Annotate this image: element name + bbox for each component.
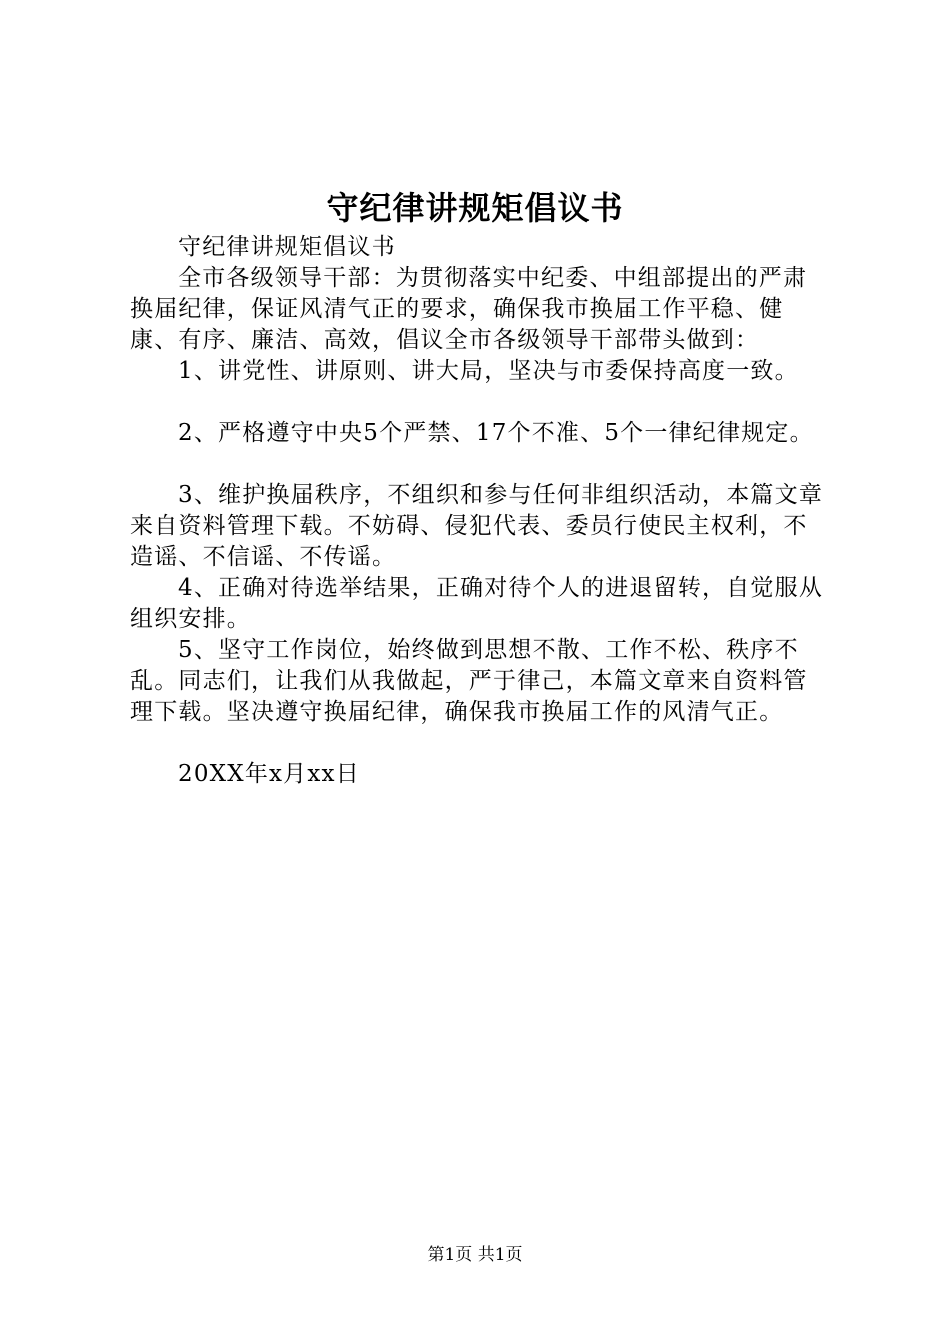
paragraph-subtitle: 守纪律讲规矩倡议书 xyxy=(178,234,396,260)
paragraph-item-3: 3、维护换届秩序，不组织和参与任何非组织活动，本篇文章来自资料管理下载。不妨碍、侵犯代表、委员行使民主权利，不造谣、不信谣、不传谣。 xyxy=(130,482,824,570)
paragraph-item-5: 5、坚守工作岗位，始终做到思想不散、工作不松、秩序不乱。同志们，让我们从我做起，严于律己，本篇文章来自资料管理下载。坚决遵守换届纪律，确保我市换届工作的风清气正。 xyxy=(130,637,808,725)
paragraph-item-2: 2、严格遵守中央5个严禁、17个不准、5个一律纪律规定。 xyxy=(178,420,814,446)
document-body xyxy=(130,232,830,790)
paragraph-item-1: 1、讲党性、讲原则、讲大局，坚决与市委保持高度一致。 xyxy=(178,358,799,384)
paragraph-intro: 全市各级领导干部：为贯彻落实中纪委、中组部提出的严肃换届纪律，保证风清气正的要求，确保我市换届工作平稳、健康、有序、廉洁、高效，倡议全市各级领导干部带头做到： xyxy=(130,265,808,353)
page-footer: 第1页 共1页 xyxy=(427,1245,523,1265)
paragraph-item-4: 4、正确对待选举结果，正确对待个人的进退留转，自觉服从组织安排。 xyxy=(130,575,824,632)
document-title: 守纪律讲规矩倡议书 xyxy=(326,189,624,227)
document-date: 20XX年x月xx日 xyxy=(178,761,360,787)
